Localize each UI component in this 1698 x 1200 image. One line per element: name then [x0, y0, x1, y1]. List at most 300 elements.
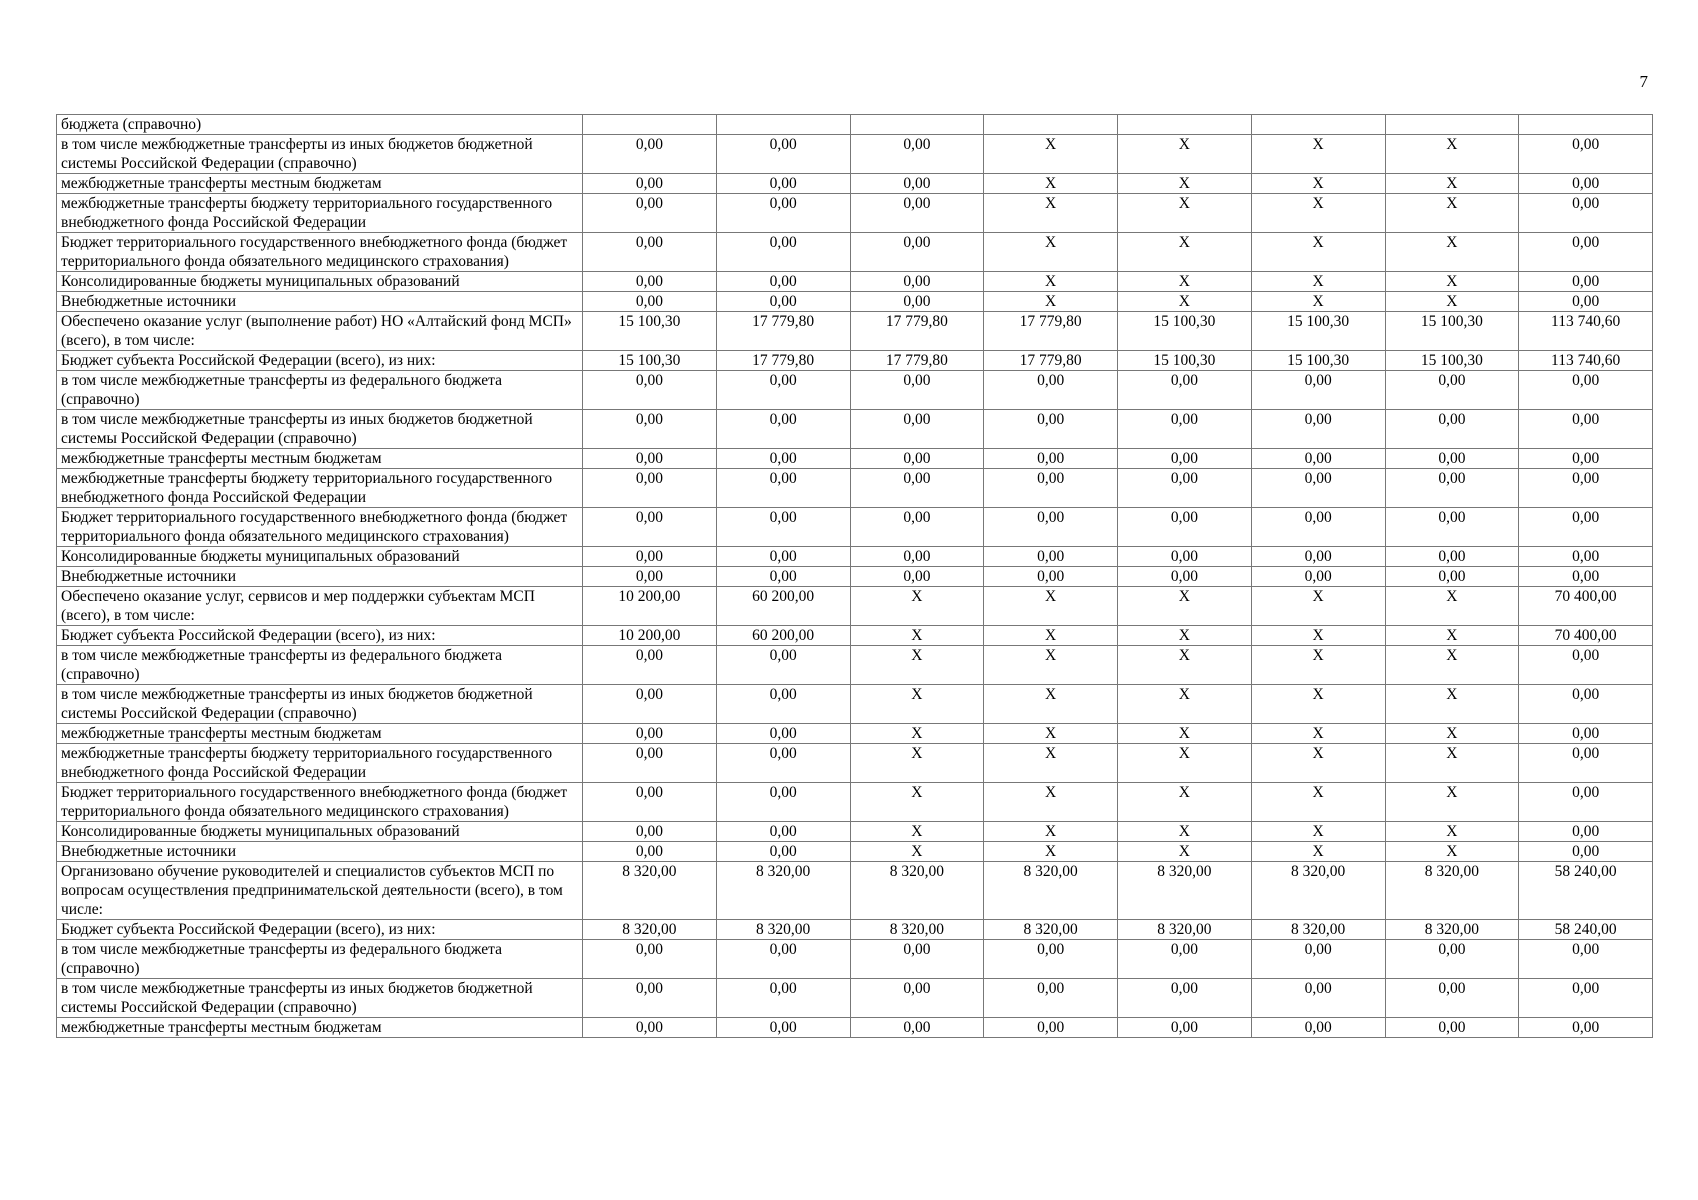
value-cell: 0,00 [1251, 979, 1385, 1018]
value-cell: 0,00 [984, 1018, 1118, 1038]
value-cell: X [1251, 822, 1385, 842]
value-cell: 58 240,00 [1519, 862, 1653, 920]
value-cell: X [1118, 842, 1252, 862]
value-cell: X [984, 842, 1118, 862]
value-cell: 0,00 [583, 842, 717, 862]
value-cell: 0,00 [1251, 449, 1385, 469]
row-description: в том числе межбюджетные трансферты из федерального бюджета (справочно) [57, 646, 583, 685]
value-cell: X [984, 135, 1118, 174]
value-cell: 60 200,00 [716, 587, 850, 626]
value-cell: 15 100,30 [1385, 312, 1519, 351]
table-row [57, 115, 1653, 135]
value-cell: X [1251, 194, 1385, 233]
value-cell: 0,00 [1519, 685, 1653, 724]
value-cell: 15 100,30 [1118, 351, 1252, 371]
value-cell: 0,00 [1251, 469, 1385, 508]
row-description: в том числе межбюджетные трансферты из федерального бюджета (справочно) [57, 940, 583, 979]
table-row [57, 724, 1653, 744]
value-cell: 0,00 [1251, 410, 1385, 449]
value-cell: 0,00 [583, 567, 717, 587]
value-cell: 0,00 [850, 508, 984, 547]
value-cell: 0,00 [583, 469, 717, 508]
value-cell: 0,00 [716, 174, 850, 194]
budget-table-body [57, 115, 1653, 1038]
value-cell: 0,00 [850, 547, 984, 567]
value-cell: 0,00 [1519, 174, 1653, 194]
value-cell: X [850, 646, 984, 685]
value-cell: 0,00 [1118, 567, 1252, 587]
value-cell: 0,00 [1251, 371, 1385, 410]
value-cell: X [1251, 233, 1385, 272]
row-description: Бюджет субъекта Российской Федерации (всего), из них: [57, 351, 583, 371]
value-cell: 0,00 [1118, 449, 1252, 469]
value-cell: 0,00 [850, 371, 984, 410]
value-cell: X [850, 587, 984, 626]
value-cell: X [984, 783, 1118, 822]
value-cell: 8 320,00 [583, 862, 717, 920]
value-cell: 113 740,60 [1519, 351, 1653, 371]
value-cell: 0,00 [716, 1018, 850, 1038]
value-cell: 0,00 [1385, 567, 1519, 587]
value-cell: X [1385, 194, 1519, 233]
table-row [57, 469, 1653, 508]
value-cell: 0,00 [583, 822, 717, 842]
value-cell: X [1118, 626, 1252, 646]
value-cell: 0,00 [716, 410, 850, 449]
value-cell: 0,00 [1519, 508, 1653, 547]
value-cell: 0,00 [716, 685, 850, 724]
value-cell: X [1118, 724, 1252, 744]
table-row [57, 449, 1653, 469]
table-row [57, 940, 1653, 979]
value-cell [850, 115, 984, 135]
value-cell: 0,00 [1385, 508, 1519, 547]
table-row [57, 410, 1653, 449]
value-cell: 0,00 [1519, 744, 1653, 783]
value-cell: 10 200,00 [583, 587, 717, 626]
value-cell: 8 320,00 [850, 920, 984, 940]
value-cell: 8 320,00 [1118, 920, 1252, 940]
row-description: Обеспечено оказание услуг, сервисов и мер поддержки субъектам МСП (всего), в том числе: [57, 587, 583, 626]
value-cell: X [1118, 174, 1252, 194]
value-cell [1251, 115, 1385, 135]
value-cell: 58 240,00 [1519, 920, 1653, 940]
value-cell: 0,00 [1519, 135, 1653, 174]
table-row [57, 822, 1653, 842]
value-cell: 0,00 [583, 292, 717, 312]
value-cell: X [984, 724, 1118, 744]
value-cell: 8 320,00 [984, 920, 1118, 940]
table-row [57, 567, 1653, 587]
value-cell: X [1251, 626, 1385, 646]
value-cell: X [984, 272, 1118, 292]
value-cell: X [1385, 292, 1519, 312]
budget-table [56, 114, 1653, 1038]
value-cell: X [850, 744, 984, 783]
row-description: в том числе межбюджетные трансферты из иных бюджетов бюджетной системы Российской Федерации (справочно) [57, 979, 583, 1018]
value-cell: X [1385, 587, 1519, 626]
value-cell: 0,00 [1519, 940, 1653, 979]
value-cell: 0,00 [850, 135, 984, 174]
value-cell: 0,00 [1519, 292, 1653, 312]
value-cell: 0,00 [850, 292, 984, 312]
value-cell: X [1118, 292, 1252, 312]
value-cell: 0,00 [583, 646, 717, 685]
value-cell: X [984, 174, 1118, 194]
table-row [57, 508, 1653, 547]
value-cell: 0,00 [583, 233, 717, 272]
value-cell: 0,00 [583, 724, 717, 744]
value-cell: 0,00 [1385, 469, 1519, 508]
value-cell: 0,00 [984, 567, 1118, 587]
value-cell [984, 115, 1118, 135]
value-cell: 17 779,80 [984, 351, 1118, 371]
value-cell: 0,00 [1118, 410, 1252, 449]
value-cell: 8 320,00 [984, 862, 1118, 920]
value-cell: X [1251, 292, 1385, 312]
row-description: межбюджетные трансферты бюджету территориального государственного внебюджетного фонда Российской Федерации [57, 744, 583, 783]
row-description: межбюджетные трансферты местным бюджетам [57, 174, 583, 194]
value-cell: X [850, 842, 984, 862]
value-cell: 0,00 [1118, 979, 1252, 1018]
row-description: в том числе межбюджетные трансферты из федерального бюджета (справочно) [57, 371, 583, 410]
value-cell: X [1251, 272, 1385, 292]
value-cell: 0,00 [716, 842, 850, 862]
value-cell: 0,00 [1385, 410, 1519, 449]
table-row [57, 351, 1653, 371]
value-cell: 0,00 [583, 685, 717, 724]
value-cell: 0,00 [850, 1018, 984, 1038]
value-cell: 0,00 [716, 547, 850, 567]
value-cell: 17 779,80 [716, 351, 850, 371]
value-cell: 0,00 [984, 979, 1118, 1018]
value-cell: 8 320,00 [716, 920, 850, 940]
value-cell: X [850, 685, 984, 724]
value-cell: X [984, 233, 1118, 272]
value-cell [583, 115, 717, 135]
value-cell: X [1385, 822, 1519, 842]
table-row [57, 135, 1653, 174]
row-description: межбюджетные трансферты местным бюджетам [57, 724, 583, 744]
value-cell: 0,00 [1385, 371, 1519, 410]
value-cell: 0,00 [1519, 567, 1653, 587]
value-cell: X [1118, 646, 1252, 685]
value-cell: X [1118, 783, 1252, 822]
value-cell: 0,00 [1519, 449, 1653, 469]
value-cell: 0,00 [850, 940, 984, 979]
value-cell: X [984, 744, 1118, 783]
table-row [57, 371, 1653, 410]
table-row [57, 194, 1653, 233]
row-description: в том числе межбюджетные трансферты из иных бюджетов бюджетной системы Российской Федерации (справочно) [57, 685, 583, 724]
value-cell: 0,00 [984, 508, 1118, 547]
value-cell: 17 779,80 [716, 312, 850, 351]
value-cell [716, 115, 850, 135]
table-row [57, 547, 1653, 567]
value-cell: 0,00 [1118, 469, 1252, 508]
value-cell: 0,00 [1519, 842, 1653, 862]
value-cell: 15 100,30 [1385, 351, 1519, 371]
value-cell: 0,00 [583, 371, 717, 410]
row-description: в том числе межбюджетные трансферты из иных бюджетов бюджетной системы Российской Федерации (справочно) [57, 135, 583, 174]
value-cell: X [1385, 724, 1519, 744]
value-cell: X [984, 646, 1118, 685]
value-cell: 0,00 [850, 272, 984, 292]
value-cell: 0,00 [583, 940, 717, 979]
row-description: Бюджет субъекта Российской Федерации (всего), из них: [57, 626, 583, 646]
value-cell: 8 320,00 [716, 862, 850, 920]
row-description: Внебюджетные источники [57, 567, 583, 587]
value-cell: 0,00 [1251, 547, 1385, 567]
value-cell: 0,00 [1385, 449, 1519, 469]
table-row [57, 292, 1653, 312]
row-description: Бюджет территориального государственного внебюджетного фонда (бюджет территориального фонда обязательного медицинского страхования) [57, 783, 583, 822]
value-cell: 0,00 [716, 469, 850, 508]
value-cell: X [1385, 685, 1519, 724]
value-cell: 0,00 [1118, 1018, 1252, 1038]
value-cell: 0,00 [984, 371, 1118, 410]
row-description: Консолидированные бюджеты муниципальных образований [57, 822, 583, 842]
value-cell: X [1385, 842, 1519, 862]
value-cell: 0,00 [850, 449, 984, 469]
value-cell: X [1118, 233, 1252, 272]
value-cell: X [1118, 587, 1252, 626]
value-cell: 0,00 [583, 194, 717, 233]
value-cell: 8 320,00 [1251, 920, 1385, 940]
page-number: 7 [1639, 72, 1648, 91]
row-description: Бюджет субъекта Российской Федерации (всего), из них: [57, 920, 583, 940]
value-cell: 0,00 [583, 744, 717, 783]
value-cell: 17 779,80 [984, 312, 1118, 351]
value-cell: X [1385, 272, 1519, 292]
value-cell: X [1251, 842, 1385, 862]
value-cell: 0,00 [984, 940, 1118, 979]
value-cell: X [984, 587, 1118, 626]
value-cell: 70 400,00 [1519, 587, 1653, 626]
value-cell: X [1385, 626, 1519, 646]
value-cell: 0,00 [716, 940, 850, 979]
value-cell: X [1118, 685, 1252, 724]
value-cell [1118, 115, 1252, 135]
value-cell: 0,00 [850, 174, 984, 194]
table-row [57, 174, 1653, 194]
value-cell: 0,00 [583, 174, 717, 194]
value-cell: 0,00 [1519, 233, 1653, 272]
value-cell: 113 740,60 [1519, 312, 1653, 351]
value-cell: 0,00 [1519, 822, 1653, 842]
value-cell: 0,00 [716, 194, 850, 233]
value-cell: 0,00 [716, 979, 850, 1018]
value-cell: 0,00 [1519, 724, 1653, 744]
value-cell: 0,00 [716, 646, 850, 685]
value-cell: 0,00 [583, 783, 717, 822]
table-row [57, 920, 1653, 940]
value-cell: 0,00 [984, 547, 1118, 567]
value-cell: 0,00 [716, 371, 850, 410]
row-description: Внебюджетные источники [57, 842, 583, 862]
value-cell: 0,00 [1519, 272, 1653, 292]
value-cell: 8 320,00 [1385, 920, 1519, 940]
value-cell: X [1251, 587, 1385, 626]
value-cell: 0,00 [1118, 371, 1252, 410]
table-row [57, 744, 1653, 783]
value-cell: 0,00 [850, 469, 984, 508]
table-row [57, 862, 1653, 920]
value-cell: 17 779,80 [850, 312, 984, 351]
value-cell: X [1118, 135, 1252, 174]
value-cell: 0,00 [984, 449, 1118, 469]
value-cell: 0,00 [716, 449, 850, 469]
value-cell: 0,00 [716, 783, 850, 822]
value-cell: 0,00 [1385, 979, 1519, 1018]
value-cell: 15 100,30 [1251, 312, 1385, 351]
value-cell: 0,00 [850, 567, 984, 587]
table-row [57, 587, 1653, 626]
value-cell: 0,00 [716, 135, 850, 174]
value-cell: 8 320,00 [1385, 862, 1519, 920]
row-description: в том числе межбюджетные трансферты из иных бюджетов бюджетной системы Российской Федерации (справочно) [57, 410, 583, 449]
value-cell: 17 779,80 [850, 351, 984, 371]
value-cell: 0,00 [583, 1018, 717, 1038]
value-cell: 0,00 [1251, 1018, 1385, 1038]
value-cell: 0,00 [1118, 940, 1252, 979]
table-row [57, 233, 1653, 272]
value-cell: X [1251, 135, 1385, 174]
value-cell: 0,00 [984, 410, 1118, 449]
value-cell: X [1251, 724, 1385, 744]
value-cell: X [984, 685, 1118, 724]
value-cell: 8 320,00 [583, 920, 717, 940]
value-cell: 0,00 [850, 233, 984, 272]
value-cell: X [1385, 233, 1519, 272]
value-cell: 0,00 [583, 135, 717, 174]
value-cell: X [984, 626, 1118, 646]
value-cell: 8 320,00 [850, 862, 984, 920]
value-cell: 0,00 [1519, 410, 1653, 449]
value-cell: 0,00 [850, 979, 984, 1018]
value-cell: 0,00 [1519, 783, 1653, 822]
value-cell: 0,00 [716, 508, 850, 547]
table-row [57, 646, 1653, 685]
row-description: межбюджетные трансферты бюджету территориального государственного внебюджетного фонда Российской Федерации [57, 469, 583, 508]
value-cell: X [1118, 272, 1252, 292]
value-cell: 0,00 [850, 410, 984, 449]
value-cell [1519, 115, 1653, 135]
value-cell: X [984, 194, 1118, 233]
value-cell: X [1251, 783, 1385, 822]
value-cell: X [1385, 174, 1519, 194]
value-cell: X [1251, 174, 1385, 194]
value-cell: 0,00 [1251, 508, 1385, 547]
table-row [57, 979, 1653, 1018]
value-cell: 0,00 [1118, 508, 1252, 547]
value-cell: X [850, 626, 984, 646]
value-cell: X [1251, 685, 1385, 724]
value-cell: 0,00 [1385, 547, 1519, 567]
value-cell: 70 400,00 [1519, 626, 1653, 646]
value-cell [1385, 115, 1519, 135]
value-cell: 15 100,30 [583, 351, 717, 371]
value-cell: 0,00 [1251, 940, 1385, 979]
row-description: Обеспечено оказание услуг (выполнение работ) НО «Алтайский фонд МСП» (всего), в том числе: [57, 312, 583, 351]
table-row [57, 272, 1653, 292]
value-cell: 0,00 [716, 724, 850, 744]
value-cell: X [1251, 744, 1385, 783]
value-cell: 0,00 [1519, 194, 1653, 233]
value-cell: 0,00 [1519, 547, 1653, 567]
value-cell: 0,00 [583, 410, 717, 449]
value-cell: 0,00 [1519, 646, 1653, 685]
row-description: межбюджетные трансферты местным бюджетам [57, 449, 583, 469]
value-cell: 0,00 [583, 547, 717, 567]
value-cell: 0,00 [1385, 1018, 1519, 1038]
value-cell: X [1118, 822, 1252, 842]
value-cell: 0,00 [716, 822, 850, 842]
value-cell: 0,00 [716, 233, 850, 272]
value-cell: X [1385, 646, 1519, 685]
table-row [57, 685, 1653, 724]
value-cell: X [1251, 646, 1385, 685]
value-cell: 15 100,30 [1251, 351, 1385, 371]
value-cell: 0,00 [1519, 979, 1653, 1018]
value-cell: 10 200,00 [583, 626, 717, 646]
row-description: Бюджет территориального государственного внебюджетного фонда (бюджет территориального фонда обязательного медицинского страхования) [57, 233, 583, 272]
table-row [57, 783, 1653, 822]
value-cell: 0,00 [716, 567, 850, 587]
row-description: межбюджетные трансферты местным бюджетам [57, 1018, 583, 1038]
value-cell: 0,00 [583, 272, 717, 292]
value-cell: X [850, 822, 984, 842]
value-cell: X [1385, 744, 1519, 783]
value-cell: 0,00 [850, 194, 984, 233]
value-cell: 0,00 [716, 744, 850, 783]
value-cell: 0,00 [1251, 567, 1385, 587]
row-description: Внебюджетные источники [57, 292, 583, 312]
value-cell: 60 200,00 [716, 626, 850, 646]
row-description: Бюджет территориального государственного внебюджетного фонда (бюджет территориального фонда обязательного медицинского страхования) [57, 508, 583, 547]
value-cell: 0,00 [1519, 1018, 1653, 1038]
value-cell: 8 320,00 [1118, 862, 1252, 920]
value-cell: 15 100,30 [1118, 312, 1252, 351]
value-cell: 0,00 [1519, 371, 1653, 410]
value-cell: X [1385, 135, 1519, 174]
value-cell: 15 100,30 [583, 312, 717, 351]
table-row [57, 626, 1653, 646]
value-cell: X [850, 724, 984, 744]
value-cell: X [1385, 783, 1519, 822]
row-description: бюджета (справочно) [57, 115, 583, 135]
row-description: Организовано обучение руководителей и специалистов субъектов МСП по вопросам осуществления предпринимательской деятельности (всего), в том числе: [57, 862, 583, 920]
value-cell: 0,00 [716, 292, 850, 312]
value-cell: 0,00 [583, 979, 717, 1018]
table-row [57, 842, 1653, 862]
value-cell: 0,00 [583, 449, 717, 469]
value-cell: 0,00 [1519, 469, 1653, 508]
row-description: Консолидированные бюджеты муниципальных образований [57, 547, 583, 567]
value-cell: 0,00 [716, 272, 850, 292]
value-cell: 0,00 [984, 469, 1118, 508]
value-cell: 8 320,00 [1251, 862, 1385, 920]
value-cell: X [1118, 744, 1252, 783]
value-cell: 0,00 [583, 508, 717, 547]
row-description: Консолидированные бюджеты муниципальных образований [57, 272, 583, 292]
value-cell: X [850, 783, 984, 822]
row-description: межбюджетные трансферты бюджету территориального государственного внебюджетного фонда Российской Федерации [57, 194, 583, 233]
table-row [57, 312, 1653, 351]
value-cell: X [1118, 194, 1252, 233]
value-cell: 0,00 [1385, 940, 1519, 979]
value-cell: 0,00 [1118, 547, 1252, 567]
